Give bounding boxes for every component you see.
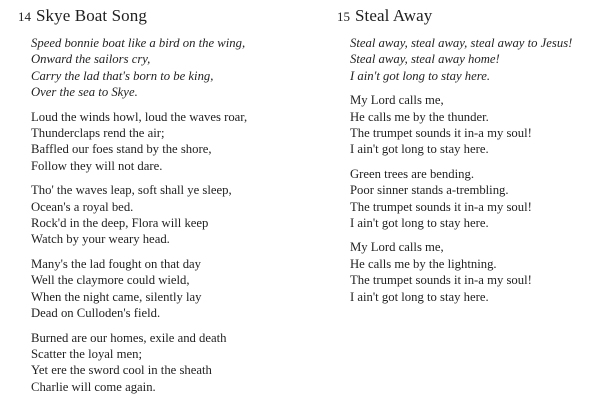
lyric-line: Ocean's a royal bed. (31, 199, 134, 214)
lyric-line: Baffled our foes stand by the shore, (31, 142, 212, 157)
lyric-line: Watch by your weary head. (31, 232, 170, 247)
song-title: Steal Away (355, 6, 433, 25)
lyric-line: My Lord calls me, (350, 240, 444, 255)
song-title: Skye Boat Song (36, 6, 147, 25)
verse-stanza (31, 182, 308, 248)
lyric-line: Steal away, steal away home! (350, 52, 500, 67)
verse-stanza (31, 330, 308, 396)
verse-stanza (31, 256, 308, 322)
lyric-line: The trumpet sounds it in-a my soul! (350, 273, 532, 288)
lyrics (337, 35, 592, 305)
lyric-line: Charlie will come again. (31, 379, 156, 394)
lyric-line: I ain't got long to stay here. (350, 289, 489, 304)
lyric-line: The trumpet sounds it in-a my soul! (350, 199, 532, 214)
song-number: 15 (337, 9, 350, 24)
lyric-line: Scatter the loyal men; (31, 346, 142, 361)
verse-stanza (350, 166, 592, 232)
lyric-line: The trumpet sounds it in-a my soul! (350, 126, 532, 141)
lyric-line: I ain't got long to stay here. (350, 142, 489, 157)
lyric-line: I ain't got long to stay here. (350, 216, 489, 231)
lyric-line: Poor sinner stands a-trembling. (350, 183, 509, 198)
lyrics (18, 35, 308, 395)
lyric-line: Carry the lad that's born to be king, (31, 68, 214, 83)
lyric-line: He calls me by the thunder. (350, 109, 489, 124)
refrain-stanza (31, 35, 308, 101)
lyric-line: Burned are our homes, exile and death (31, 330, 227, 345)
lyric-line: He calls me by the lightning. (350, 256, 497, 271)
lyric-line: Loud the winds howl, loud the waves roar, (31, 109, 248, 124)
lyric-line: I ain't got long to stay here. (350, 68, 491, 83)
lyric-line: Thunderclaps rend the air; (31, 126, 165, 141)
song-heading (18, 6, 308, 26)
refrain-stanza (350, 35, 592, 84)
lyric-line: Rock'd in the deep, Flora will keep (31, 216, 209, 231)
lyric-line: Follow they will not dare. (31, 158, 163, 173)
lyric-line: Steal away, steal away, steal away to Jesus! (350, 36, 573, 50)
lyric-line: Yet ere the sword cool in the sheath (31, 363, 212, 378)
song-heading (337, 6, 592, 26)
lyric-line: Tho' the waves leap, soft shall ye sleep, (31, 183, 232, 198)
lyric-line: My Lord calls me, (350, 93, 444, 108)
lyric-line: Over the sea to Skye. (31, 85, 138, 100)
lyric-line: Well the claymore could wield, (31, 273, 190, 288)
lyric-line: Green trees are bending. (350, 166, 474, 181)
song-number: 14 (18, 9, 31, 24)
lyric-line: Onward the sailors cry, (31, 52, 151, 67)
song-steal-away (337, 6, 592, 313)
lyric-line: When the night came, silently lay (31, 289, 202, 304)
lyric-line: Speed bonnie boat like a bird on the wing, (31, 36, 246, 50)
verse-stanza (31, 109, 308, 175)
verse-stanza (350, 92, 592, 158)
song-skye-boat-song (18, 6, 308, 403)
lyric-line: Dead on Culloden's field. (31, 306, 161, 321)
lyric-line: Many's the lad fought on that day (31, 256, 202, 271)
verse-stanza (350, 239, 592, 305)
